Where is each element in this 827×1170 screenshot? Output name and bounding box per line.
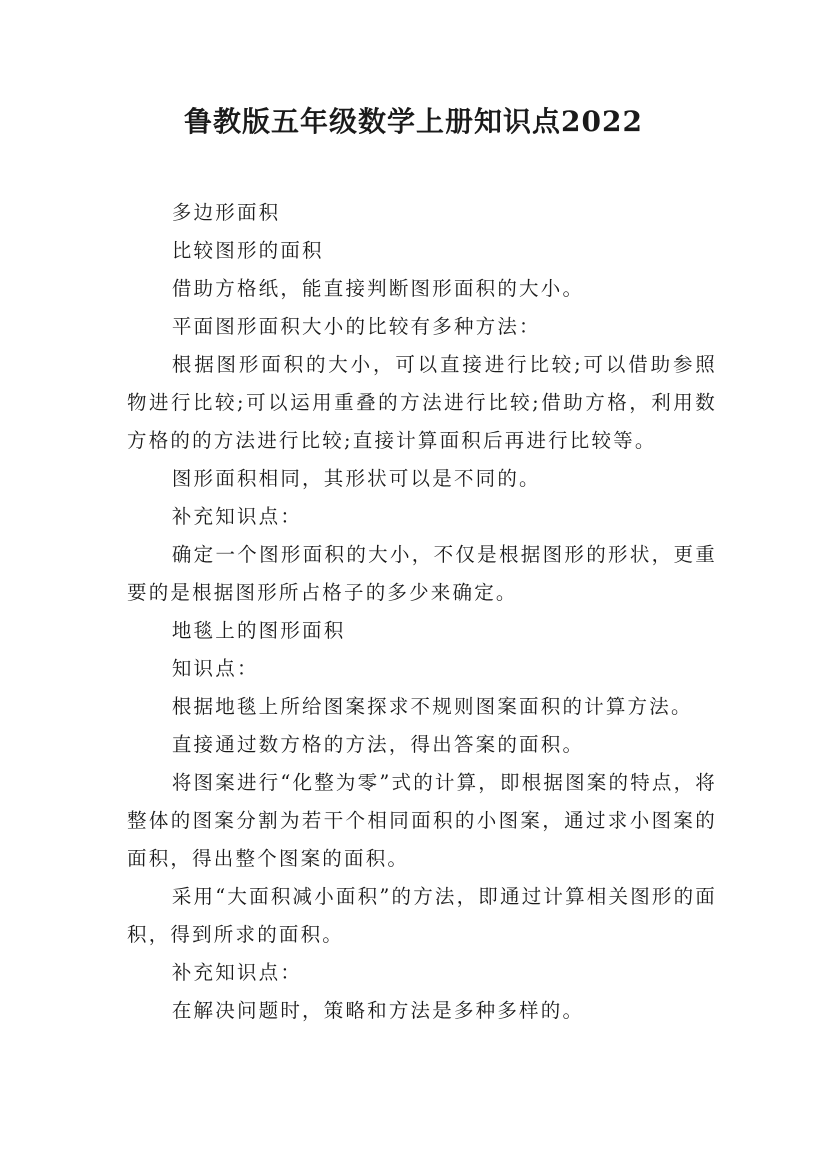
paragraph: 在解决问题时，策略和方法是多种多样的。 — [171, 999, 585, 1022]
paragraph: 将图案进行“化整为零”式的计算，即根据图案的特点，将整体的图案分割为若干个相同面积的小图案，通过求小图案的面积，得出整个图案的面积。 — [127, 771, 717, 870]
paragraph-supplement-label: 补充知识点： — [171, 961, 303, 984]
paragraph: 根据地毯上所给图案探求不规则图案面积的计算方法。 — [171, 695, 693, 718]
paragraph-heading-carpet-area: 地毯上的图形面积 — [171, 619, 346, 642]
paragraph: 平面图形面积大小的比较有多种方法： — [171, 315, 541, 338]
paragraph-heading-compare-area: 比较图形的面积 — [171, 239, 324, 262]
paragraph: 图形面积相同，其形状可以是不同的。 — [171, 467, 541, 490]
document-body — [127, 194, 717, 1030]
paragraph: 根据图形面积的大小，可以直接进行比较;可以借助参照物进行比较;可以运用重叠的方法进行比较;借助方格，利用数方格的的方法进行比较;直接计算面积后再进行比较等。 — [127, 353, 717, 452]
paragraph-supplement-label: 补充知识点： — [171, 505, 303, 528]
paragraph: 直接通过数方格的方法，得出答案的面积。 — [171, 733, 585, 756]
paragraph: 采用“大面积减小面积”的方法，即通过计算相关图形的面积，得到所求的面积。 — [127, 885, 717, 946]
paragraph: 借助方格纸，能直接判断图形面积的大小。 — [171, 277, 585, 300]
paragraph: 确定一个图形面积的大小，不仅是根据图形的形状，更重要的是根据图形所占格子的多少来确定。 — [127, 543, 717, 604]
paragraph-heading-polygon-area: 多边形面积 — [171, 201, 281, 224]
document-title: 鲁教版五年级数学上册知识点2022 — [184, 105, 643, 138]
paragraph-knowledge-label: 知识点： — [171, 657, 259, 680]
